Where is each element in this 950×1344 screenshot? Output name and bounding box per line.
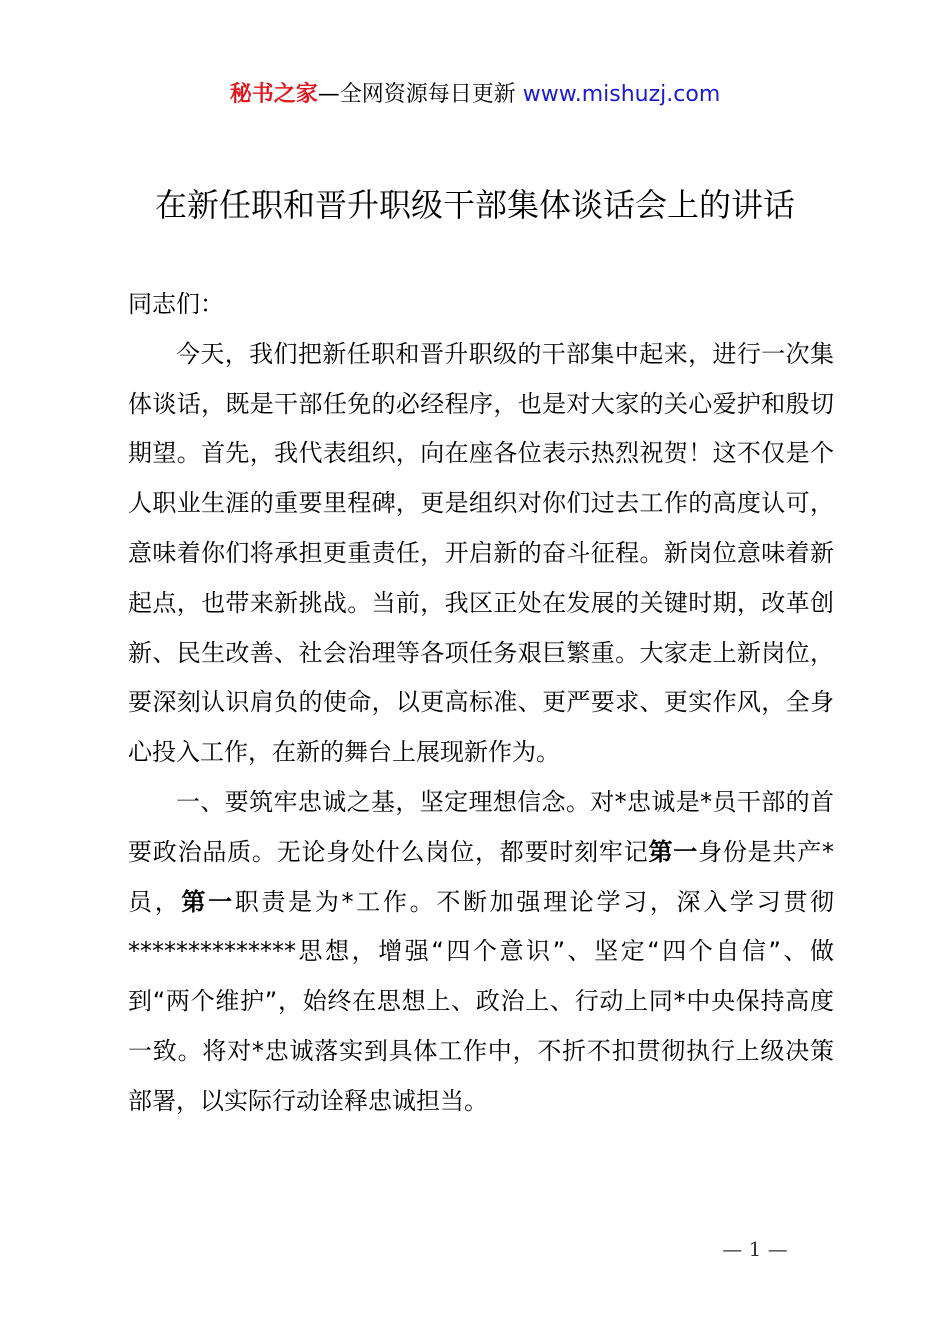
- salutation: 同志们：: [128, 290, 224, 318]
- document-body: [128, 280, 834, 1127]
- site-header: [0, 78, 950, 112]
- section-1-bold-a: 第一: [648, 837, 699, 866]
- section-1-text-a: 对*忠诚是*员干部的首要政治品质。无论身处什么岗位，都要时刻牢记: [128, 787, 835, 866]
- section-1-bold-b: 第一: [181, 887, 235, 916]
- intro-paragraph: 今天，我们把新任职和晋升职级的干部集中起来，进行一次集体谈话，既是干部任免的必经程序，也是对大家的关心爱护和殷切期望。首先，我代表组织，向在座各位表示热烈祝贺！这不仅是个人职业生涯的重要里程碑，更是组织对你们过去工作的高度认可，意味着你们将承担更重责任，开启新的奋斗征程。新岗位意味着新起点，也带来新挑战。当前，我区正处在发展的关键时期，改革创新、民生改善、社会治理等各项任务艰巨繁重。大家走上新岗位，要深刻认识肩负的使命，以更高标准、更严要求、更实作风，全身心投入工作，在新的舞台上展现新作为。: [128, 339, 834, 767]
- site-url-link[interactable]: www.mishuzj.com: [522, 82, 721, 107]
- document-title: 在新任职和晋升职级干部集体谈话会上的讲话: [154, 186, 795, 224]
- brand-name: 秘书之家: [229, 82, 318, 107]
- section-1-text-c: 职责是为*工作。不断加强理论学习，深入学习贯彻**************思想，增强“四个意识”、坚定“四个自信”、做到“两个维护”，始终在思想上、政治上、行动上同*中央保持高度一致。将对*忠诚落实到具体工作中，不折不扣贯彻执行上级决策部署，以实际行动诠释忠诚担当。: [128, 887, 835, 1115]
- site-tagline: —全网资源每日更新: [317, 82, 516, 107]
- page-number: — 1 —: [722, 1237, 788, 1261]
- section-1-paragraph: [128, 778, 834, 1127]
- section-1-text-b: 身份是共产*员，: [128, 837, 835, 916]
- section-1-heading: 一、要筑牢忠诚之基，坚定理想信念。: [176, 787, 591, 816]
